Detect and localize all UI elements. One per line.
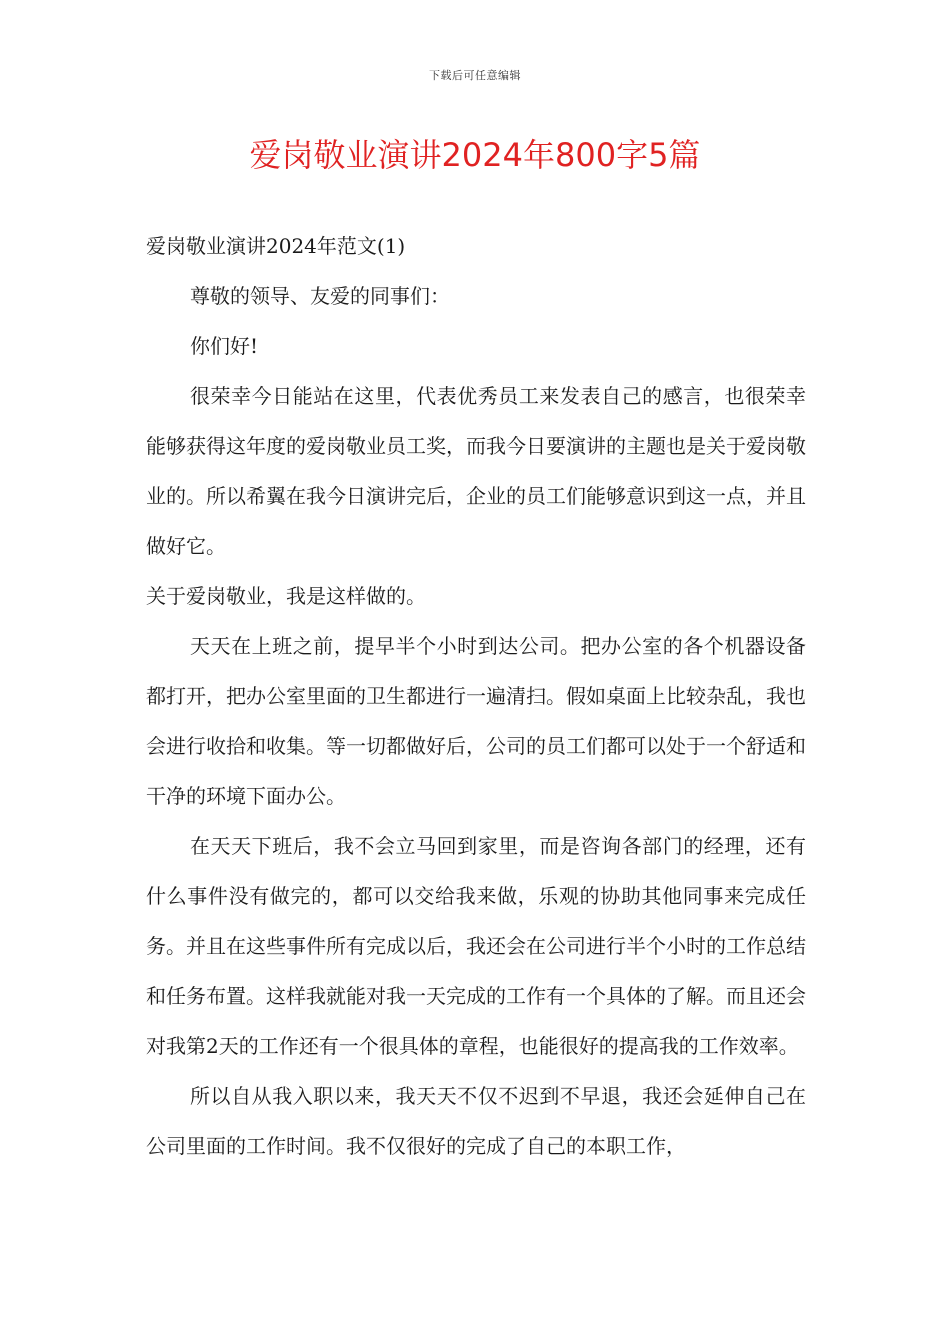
paragraph-morning-routine: 天天在上班之前，提早半个小时到达公司。把办公室的各个机器设备都打开，把办公室里面的卫生都进行一遍清扫。假如桌面上比较杂乱，我也会进行收拾和收集。等一切都做好后，公司的员工们都可以处于一个舒适和干净的环境下面办公。 xyxy=(146,634,806,808)
paragraph-topic: 关于爱岗敬业，我是这样做的。 xyxy=(146,584,426,608)
paragraph-summary: 所以自从我入职以来，我天天不仅不迟到不早退，我还会延伸自己在公司里面的工作时间。我不仅很好的完成了自己的本职工作， xyxy=(146,1084,806,1158)
header-note: 下载后可任意编辑 xyxy=(429,69,521,82)
paragraph-greeting: 你们好! xyxy=(190,334,259,358)
paragraph-salutation: 尊敬的领导、友爱的同事们： xyxy=(190,284,450,308)
paragraph-evening-routine: 在天天下班后，我不会立马回到家里，而是咨询各部门的经理，还有什么事件没有做完的，都可以交给我来做，乐观的协助其他同事来完成任务。并且在这些事件所有完成以后，我还会在公司进行半个小时的工作总结和任务布置。这样我就能对我一天完成的工作有一个具体的了解。而且还会对我第2天的工作还有一个很具体的章程，也能很好的提高我的工作效率。 xyxy=(146,834,806,1058)
section-heading: 爱岗敬业演讲2024年范文(1) xyxy=(146,234,406,258)
document-title: 爱岗敬业演讲2024年800字5篇 xyxy=(249,136,701,174)
paragraph-intro: 很荣幸今日能站在这里，代表优秀员工来发表自己的感言，也很荣幸能够获得这年度的爱岗敬业员工奖，而我今日要演讲的主题也是关于爱岗敬业的。所以希翼在我今日演讲完后，企业的员工们能够意识到这一点，并且做好它。 xyxy=(146,384,806,558)
document-body xyxy=(146,221,806,1171)
